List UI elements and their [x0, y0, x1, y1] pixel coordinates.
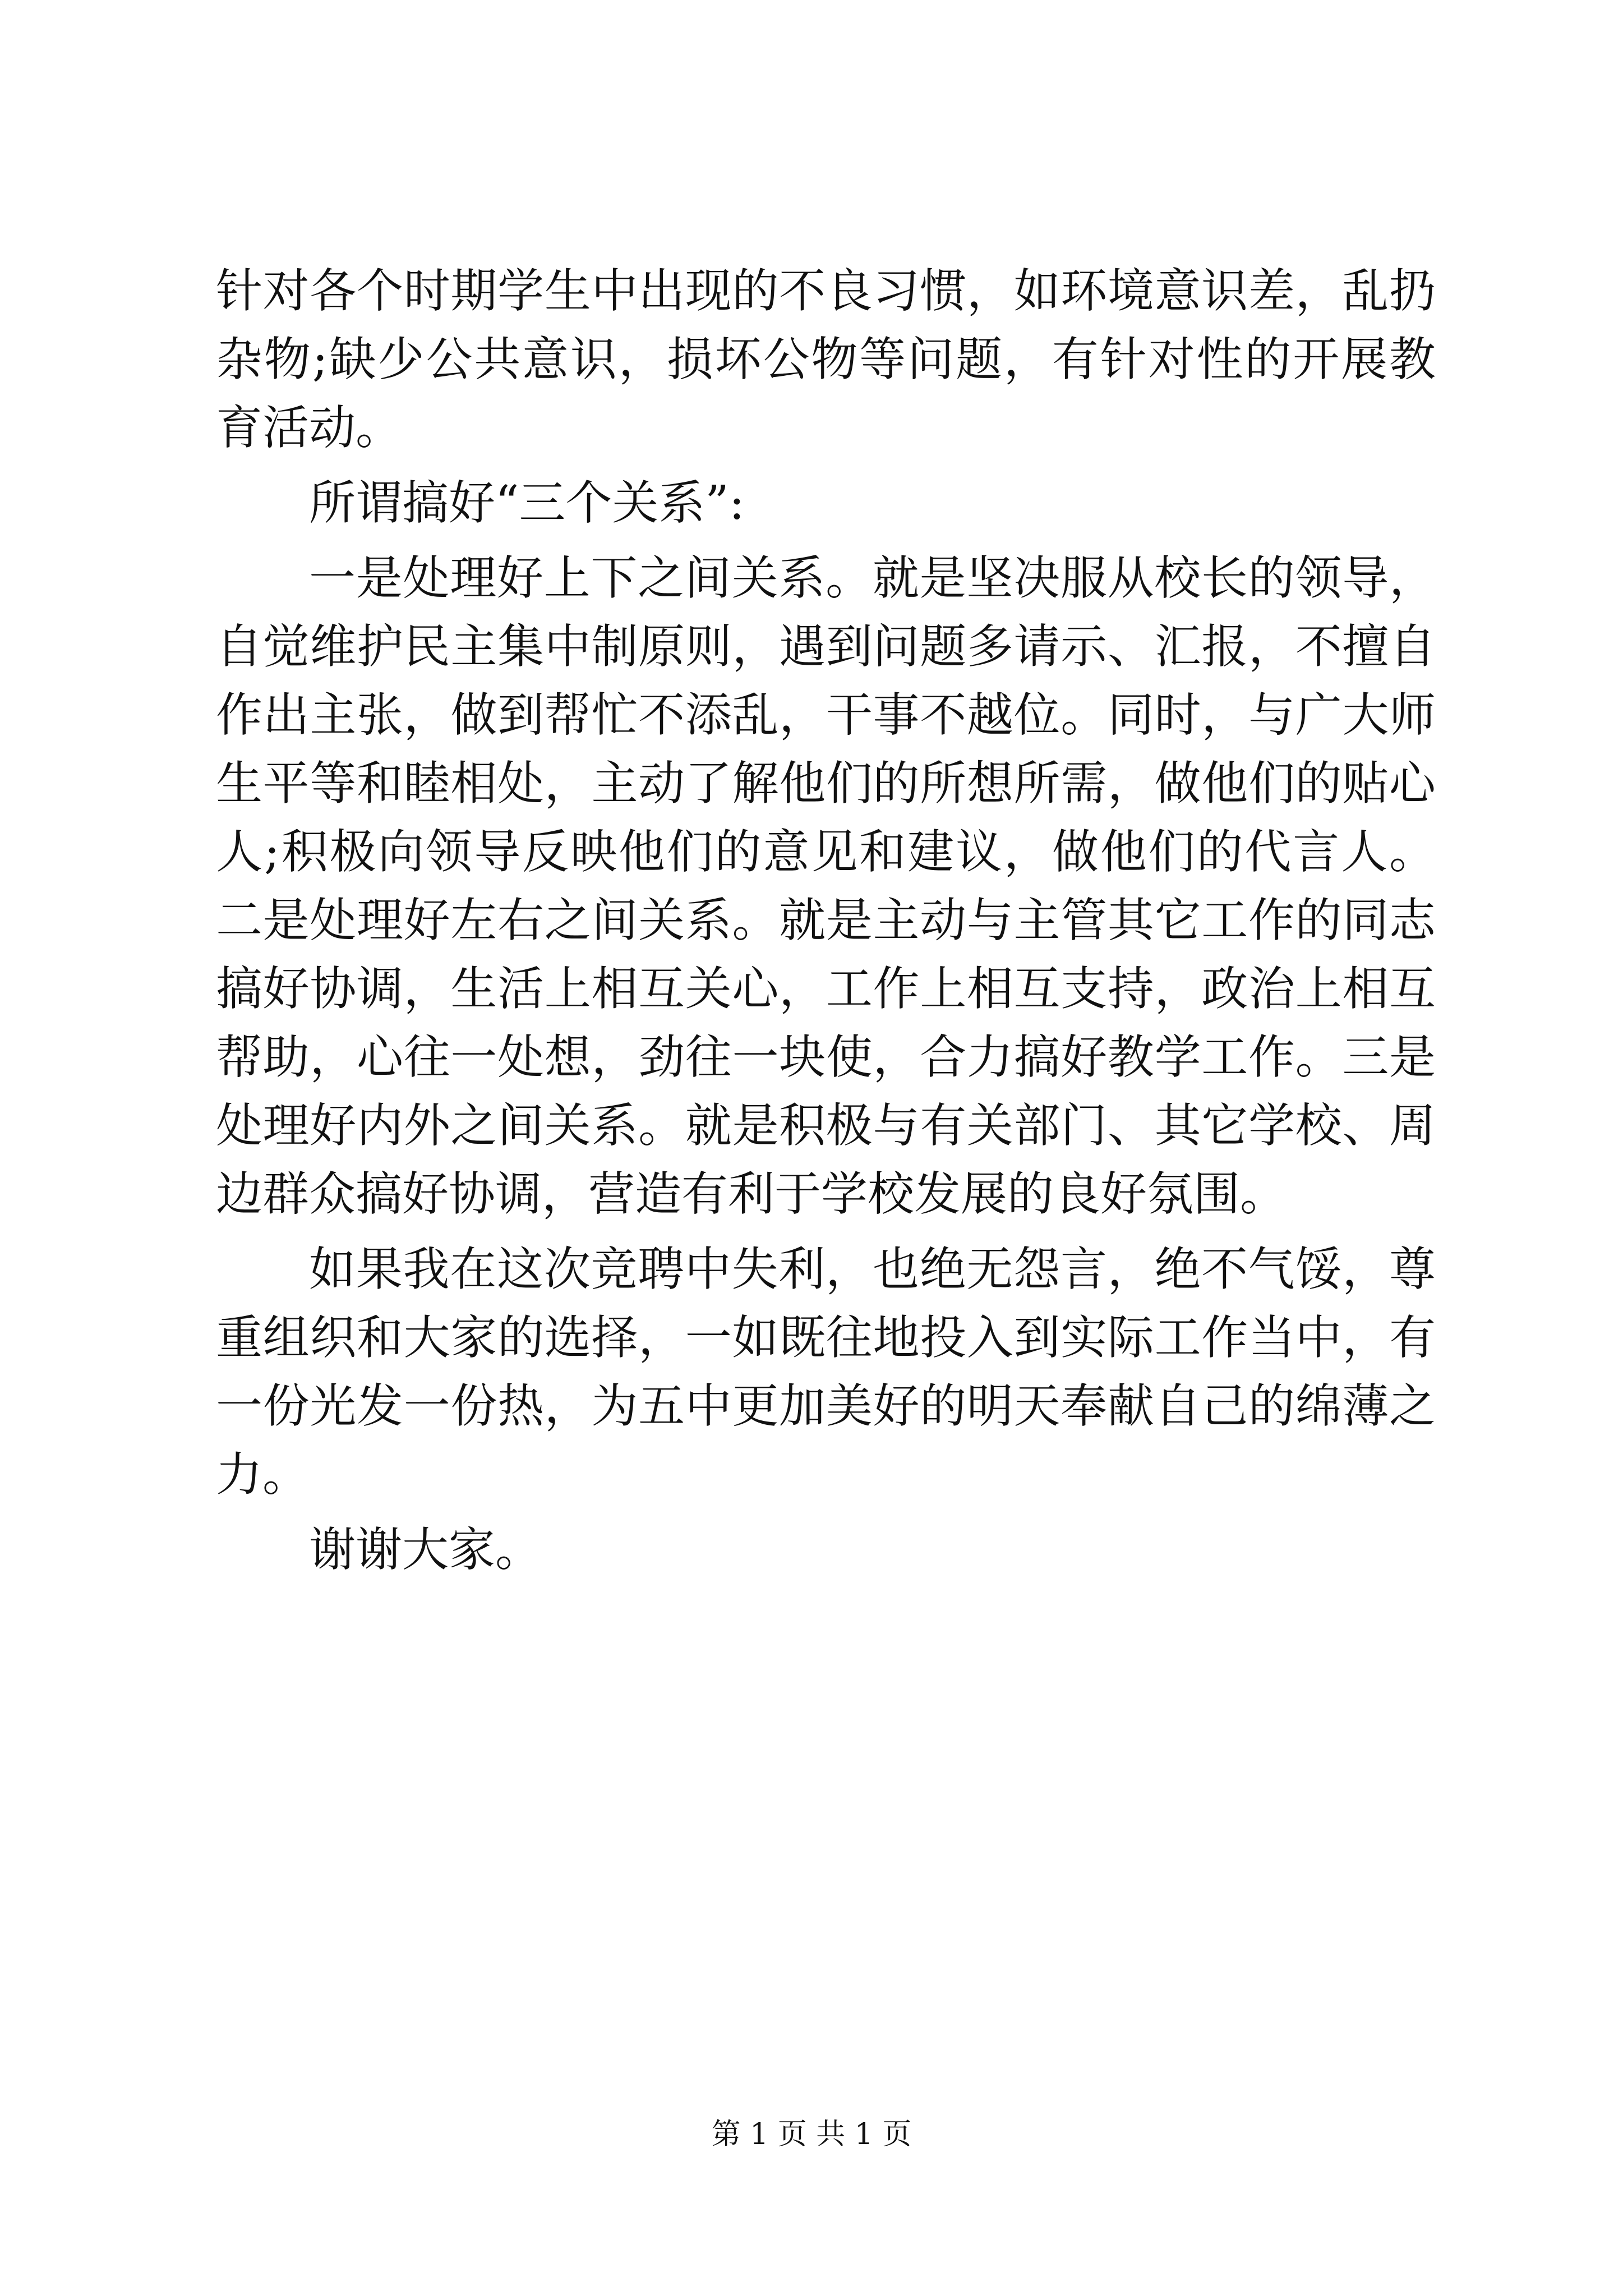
page-footer: 第 1 页 共 1 页 [711, 2118, 912, 2151]
paragraph-4: 如果我在这次竞聘中失利，也绝无怨言，绝不气馁，尊重组织和大家的选择，一如既往地投入到实际工作当中，有一份光发一份热，为五中更加美好的明天奉献自己的绵薄之力。 [216, 1242, 1436, 1502]
document-body [216, 257, 1436, 1591]
paragraph-3: 一是处理好上下之间关系。就是坚决服从校长的领导，自觉维护民主集中制原则，遇到问题多请示、汇报，不擅自作出主张，做到帮忙不添乱，干事不越位。同时，与广大师生平等和睦相处，主动了解他们的所想所需，做他们的贴心人;积极向领导反映他们的意见和建议，做他们的代言人。二是处理好左右之间关系。就是主动与主管其它工作的同志搞好协调，生活上相互关心，工作上相互支持，政治上相互帮助，心往一处想，劲往一块使，合力搞好教学工作。三是处理好内外之间关系。就是积极与有关部门、其它学校、周边群众搞好协调，营造有利于学校发展的良好氛围。 [216, 551, 1436, 1221]
paragraph-1: 针对各个时期学生中出现的不良习惯，如环境意识差，乱扔杂物;缺少公共意识，损坏公物等问题，有针对性的开展教育活动。 [216, 264, 1436, 455]
paragraph-2: 所谓搞好“三个关系”: [309, 476, 745, 530]
paragraph-5: 谢谢大家。 [309, 1522, 542, 1577]
